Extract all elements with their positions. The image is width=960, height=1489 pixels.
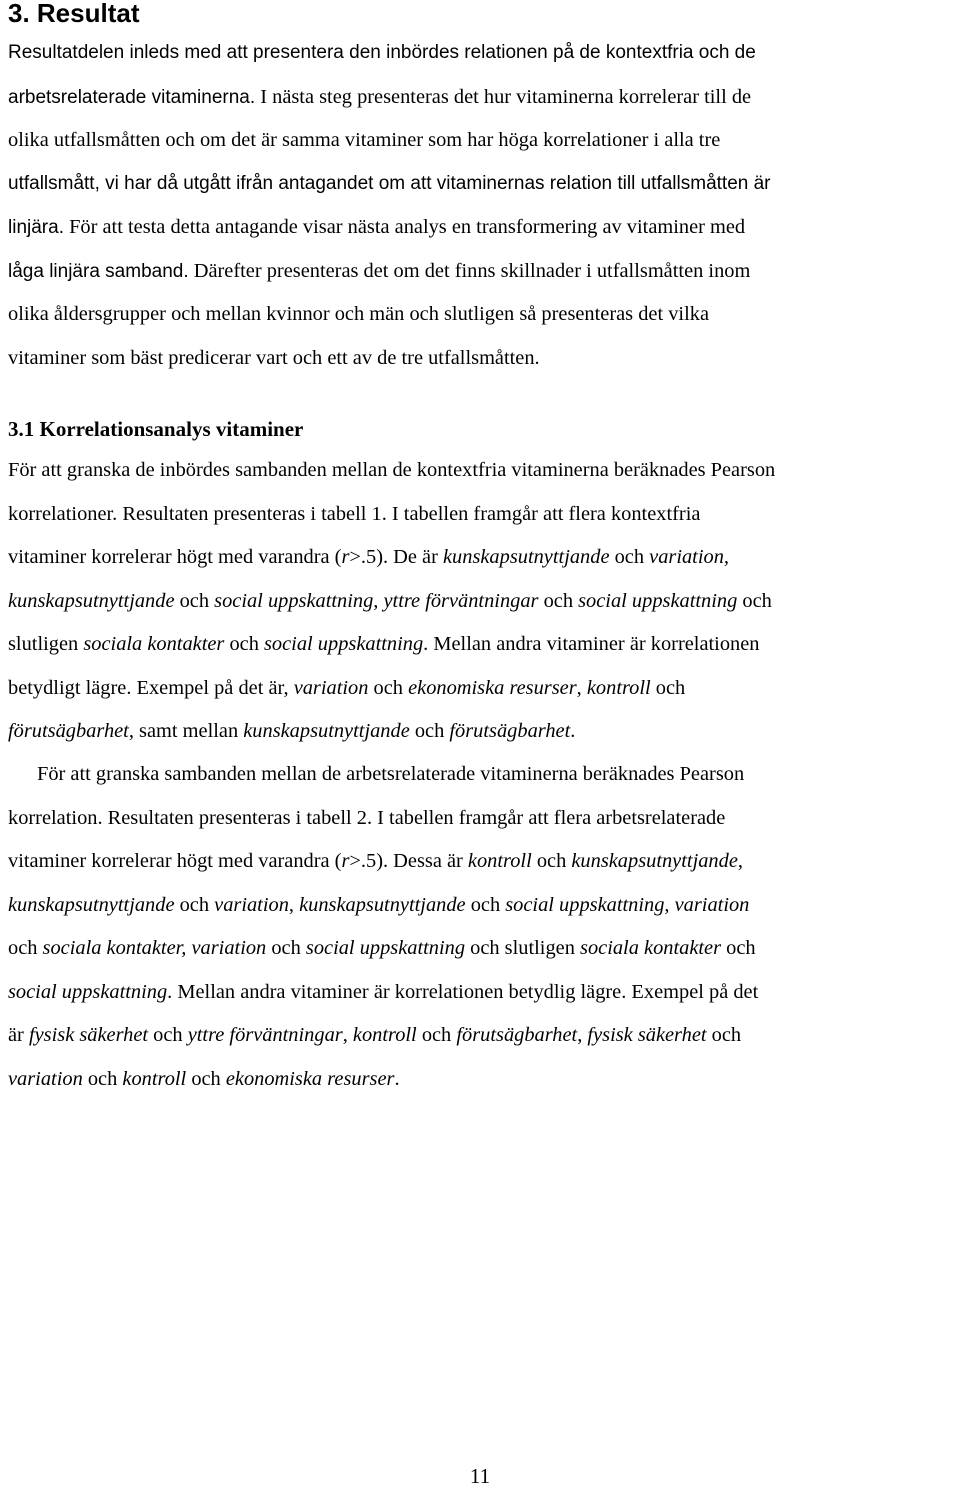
text-line: Resultatdelen inleds med att presentera den inbördes relationen på de kontextfria och de [8, 42, 756, 63]
text-line: utfallsmått, vi har då utgått ifrån antagandet om att vitaminernas relation till utfallsmåtten är [8, 172, 771, 194]
page-number: 11 [469, 1464, 491, 1488]
text-line: arbetsrelaterade vitaminerna. I nästa steg presenteras det hur vitaminerna korrelerar till de [8, 85, 752, 108]
intro-paragraph [8, 40, 958, 388]
section-heading: 3. Resultat [8, 0, 140, 28]
text-line: För att granska sambanden mellan de arbetsrelaterade vitaminerna beräknades Pearson [37, 763, 745, 785]
subsection-heading: 3.1 Korrelationsanalys vitaminer [8, 417, 304, 441]
text-line: slutligen sociala kontakter och social uppskattning. Mellan andra vitaminer är korrelationen [8, 633, 760, 655]
text-line: betydligt lägre. Exempel på det är, variation och ekonomiska resurser, kontroll och [8, 676, 686, 699]
text-line: är fysisk säkerhet och yttre förväntningar, kontroll och förutsägbarhet, fysisk säkerhet och [8, 1024, 742, 1046]
text-line: vitaminer korrelerar högt med varandra (r>.5). Dessa är kontroll och kunskapsutnyttjande, [8, 850, 743, 872]
text-line: korrelationer. Resultaten presenteras i tabell 1. I tabellen framgår att flera kontextfria [8, 502, 701, 525]
text-line: olika åldersgrupper och mellan kvinnor och män och slutligen så presenteras det vilka [8, 303, 709, 325]
text-line: och sociala kontakter, variation och social uppskattning och slutligen sociala kontakter och [8, 937, 756, 959]
text-line: kunskapsutnyttjande och variation, kunskapsutnyttjande och social uppskattning, variation [8, 893, 750, 916]
text-line: korrelation. Resultaten presenteras i tabell 2. I tabellen framgår att flera arbetsrelaterade [8, 806, 726, 829]
paragraph-1 [8, 457, 958, 762]
text-line: olika utfallsmåtten och om det är samma vitaminer som har höga korrelationer i alla tre [8, 129, 721, 151]
text-line: vitaminer korrelerar högt med varandra (r>.5). De är kunskapsutnyttjande och variation, [8, 546, 730, 568]
paragraph-2 [8, 761, 958, 1109]
text-line: variation och kontroll och ekonomiska resurser. [8, 1067, 400, 1090]
text-line: vitaminer som bäst predicerar vart och ett av de tre utfallsmåtten. [8, 346, 540, 369]
text-line: förutsägbarhet, samt mellan kunskapsutnyttjande och förutsägbarhet. [8, 720, 576, 742]
text-line: låga linjära samband. Därefter presenteras det om det finns skillnader i utfallsmåtten inom [8, 259, 751, 282]
text-line: social uppskattning. Mellan andra vitaminer är korrelationen betydlig lägre. Exempel på det [8, 980, 759, 1003]
text-line: kunskapsutnyttjande och social uppskattning, yttre förväntningar och social uppskattning och [8, 589, 772, 612]
text-line: För att granska de inbördes sambanden mellan de kontextfria vitaminerna beräknades Pearson [8, 459, 776, 481]
text-line: linjära. För att testa detta antagande visar nästa analys en transformering av vitaminer med [8, 216, 746, 238]
